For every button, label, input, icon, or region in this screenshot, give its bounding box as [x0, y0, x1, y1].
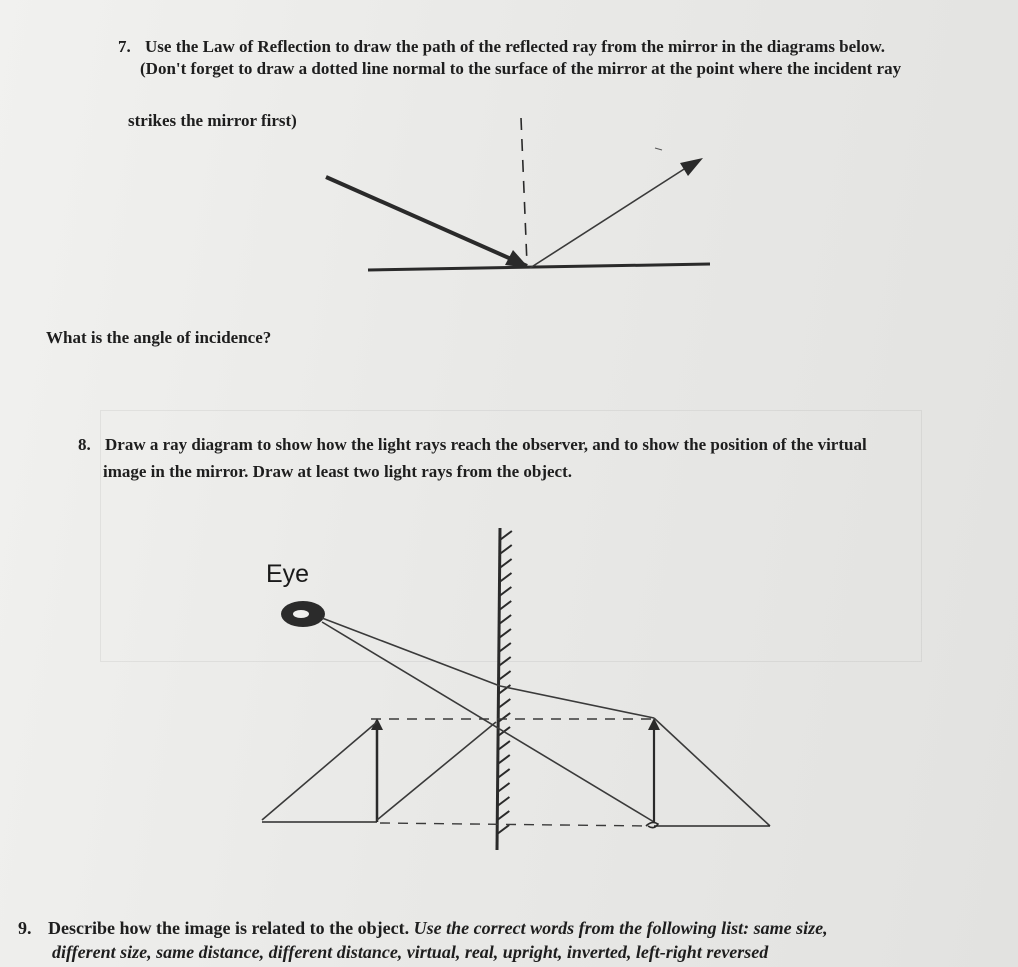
q7-text-line3: strikes the mirror first): [128, 111, 297, 130]
q8-object-arrowhead: [371, 718, 383, 730]
q7-incident-ray: [326, 177, 527, 266]
eye-pupil-highlight: [293, 610, 309, 618]
mirror-hatch-tick: [499, 629, 511, 638]
q8-dashed-bottom: [380, 823, 650, 826]
q8-line2-after: light rays from the object.: [379, 462, 572, 481]
mirror-hatch-tick: [500, 531, 512, 540]
mirror-hatch-tick: [498, 699, 510, 708]
q8-object-incident-ray: [262, 722, 377, 820]
q7-pencil-tick: [655, 148, 662, 150]
mirror-hatch-tick: [498, 713, 510, 722]
mirror-hatch-tick: [499, 657, 511, 666]
q7-text-line1: Use the Law of Reflection to draw the path of the reflected ray from the mirror in the diagrams below.: [145, 37, 885, 56]
q8-ray-diagram: [262, 528, 770, 850]
q7-number: 7.: [118, 37, 131, 56]
q8-ray-mirror-to-image: [500, 686, 654, 718]
mirror-hatch-tick: [497, 825, 509, 834]
q8-number: 8.: [78, 435, 91, 454]
mirror-hatch-tick: [499, 601, 511, 610]
mirror-hatch-tick: [498, 769, 510, 778]
q9-text-plain: Describe how the image is related to the object.: [48, 918, 414, 938]
q8-mirror: [497, 528, 500, 850]
q7-reflected-ray: [530, 164, 692, 268]
mirror-hatch-tick: [500, 559, 512, 568]
q8-virtual-image-arrowhead: [648, 718, 660, 730]
q7-reflected-arrowhead: [680, 158, 703, 176]
q7-text-line2: (Don't forget to draw a dotted line normal to the surface of the mirror at the point where the incident ray: [140, 59, 902, 78]
mirror-hatch-tick: [497, 811, 509, 820]
mirror-hatch-tick: [500, 545, 512, 554]
eye-label: Eye: [266, 560, 310, 588]
q8-text-line1: Draw a ray diagram to show how the light rays reach the observer, and to show the position of the virtual: [105, 435, 867, 454]
q8-object-reflected-ray: [377, 722, 496, 820]
q8-image-ray-right: [654, 718, 770, 826]
mirror-hatch-tick: [498, 783, 510, 792]
q8-line2-before: image in the mirror. Draw at least: [103, 462, 354, 481]
q9-number: 9.: [18, 918, 32, 938]
q8-line2-emph: two: [353, 462, 380, 481]
q7-normal-line: [521, 118, 527, 264]
q9-text-line2: different size, same distance, different distance, virtual, real, upright, inverted, left-right reversed: [52, 942, 769, 962]
mirror-hatch-tick: [498, 755, 510, 764]
mirror-hatch-tick: [499, 587, 511, 596]
mirror-hatch-tick: [497, 797, 509, 806]
q8-scribble-mark: [646, 822, 658, 827]
mirror-hatch-tick: [499, 643, 511, 652]
q8-ray-eye-to-image-base: [322, 622, 654, 822]
mirror-hatch-tick: [499, 615, 511, 624]
q7-mirror-surface: [368, 264, 710, 270]
q7-angle-question: What is the angle of incidence?: [46, 328, 272, 347]
q9-text-italic: Use the correct words from the following list: same size,: [413, 918, 828, 938]
q7-incident-arrowhead: [505, 250, 529, 268]
mirror-hatch-tick: [498, 741, 510, 750]
q7-reflection-diagram: [326, 118, 710, 270]
mirror-hatch-tick: [499, 671, 511, 680]
mirror-hatch-tick: [499, 573, 511, 582]
